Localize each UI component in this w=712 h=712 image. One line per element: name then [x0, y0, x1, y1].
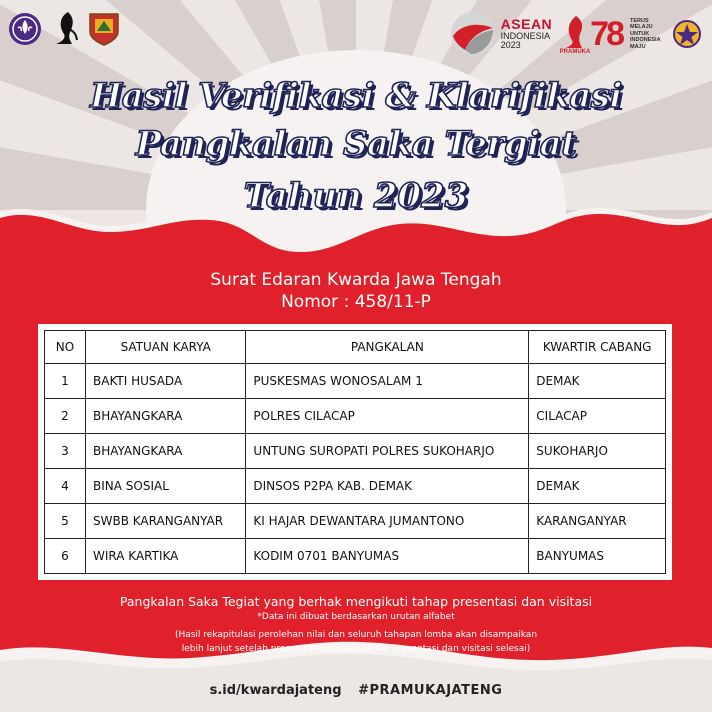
circular-letter-title: Surat Edaran Kwarda Jawa Tengah — [210, 270, 502, 290]
cell-kwartir-cabang: DEMAK — [529, 364, 666, 399]
cell-kwartir-cabang: SUKOHARJO — [529, 434, 666, 469]
title-line-3: Tahun 2023 — [243, 176, 469, 216]
cell-satuan-karya: BAKTI HUSADA — [86, 364, 246, 399]
header-satuan-karya: SATUAN KARYA — [86, 331, 246, 364]
cell-pangkalan: UNTUNG SUROPATI POLRES SUKOHARJO — [246, 434, 529, 469]
cell-kwartir-cabang: KARANGANYAR — [529, 504, 666, 539]
asean-year: 2023 — [500, 40, 521, 51]
results-table — [44, 330, 666, 574]
cell-kwartir-cabang: CILACAP — [529, 399, 666, 434]
recap-note-line-1: (Hasil rekapitulasi perolehan nilai dan seluruh tahapan lomba akan disampaikan — [174, 630, 538, 640]
header-kwartir-cabang: KWARTIR CABANG — [529, 331, 666, 364]
table-row — [45, 504, 666, 539]
results-table-card — [38, 324, 672, 580]
cell-kwartir-cabang: DEMAK — [529, 469, 666, 504]
hashtag: #PRAMUKAJATENG — [358, 683, 503, 698]
cell-satuan-karya: SWBB KARANGANYAR — [86, 504, 246, 539]
table-row — [45, 399, 666, 434]
cell-no: 4 — [45, 469, 86, 504]
cell-kwartir-cabang: BANYUMAS — [529, 539, 666, 574]
cell-pangkalan: POLRES CILACAP — [246, 399, 529, 434]
pramuka-mark-text: PRAMUKA — [560, 49, 591, 54]
cell-satuan-karya: BINA SOSIAL — [86, 469, 246, 504]
circular-letter-number: Nomor : 458/11-P — [281, 292, 431, 312]
slogan-line: MELAJU — [630, 24, 653, 31]
cell-pangkalan: KI HAJAR DEWANTARA JUMANTONO — [246, 504, 529, 539]
recap-note-line-2: lebih lanjut setelah proses pelaksanaan tahap presentasi dan visitasi selesai) — [181, 644, 531, 654]
eligibility-note: Pangkalan Saka Tegiat yang berhak mengikuti tahap presentasi dan visitasi — [119, 594, 593, 609]
website-link[interactable]: s.id/kwardajateng — [209, 683, 342, 698]
table-row — [45, 434, 666, 469]
table-row — [45, 469, 666, 504]
bottom-bar — [0, 676, 712, 706]
header-pangkalan: PANGKALAN — [246, 331, 529, 364]
cell-pangkalan: PUSKESMAS WONOSALAM 1 — [246, 364, 529, 399]
slogan-line: TERUS — [630, 17, 649, 24]
table-header-row — [45, 331, 666, 364]
table-row — [45, 539, 666, 574]
cell-satuan-karya: BHAYANGKARA — [86, 434, 246, 469]
cell-no: 3 — [45, 434, 86, 469]
slogan-line: UNTUK — [630, 30, 650, 37]
cell-satuan-karya: BHAYANGKARA — [86, 399, 246, 434]
table-row — [45, 364, 666, 399]
asean-country: INDONESIA — [500, 30, 551, 41]
alphabetical-note: *Data ini dibuat berdasarkan urutan alfabet — [257, 612, 455, 622]
cell-pangkalan: KODIM 0701 BANYUMAS — [246, 539, 529, 574]
slogan-line: INDONESIA — [630, 37, 661, 44]
cell-no: 2 — [45, 399, 86, 434]
header-no: NO — [45, 331, 86, 364]
title-line-2: Pangkalan Saka Tergiat — [135, 124, 577, 164]
cell-no: 1 — [45, 364, 86, 399]
cell-satuan-karya: WIRA KARTIKA — [86, 539, 246, 574]
title-line-1: Hasil Verifikasi & Klarifikasi — [90, 76, 622, 116]
slogan-line: MAJU — [630, 43, 646, 50]
cell-no: 5 — [45, 504, 86, 539]
cell-no: 6 — [45, 539, 86, 574]
asean-label: ASEAN — [500, 16, 553, 33]
anniversary-number: 78 — [590, 14, 622, 53]
cell-pangkalan: DINSOS P2PA KAB. DEMAK — [246, 469, 529, 504]
